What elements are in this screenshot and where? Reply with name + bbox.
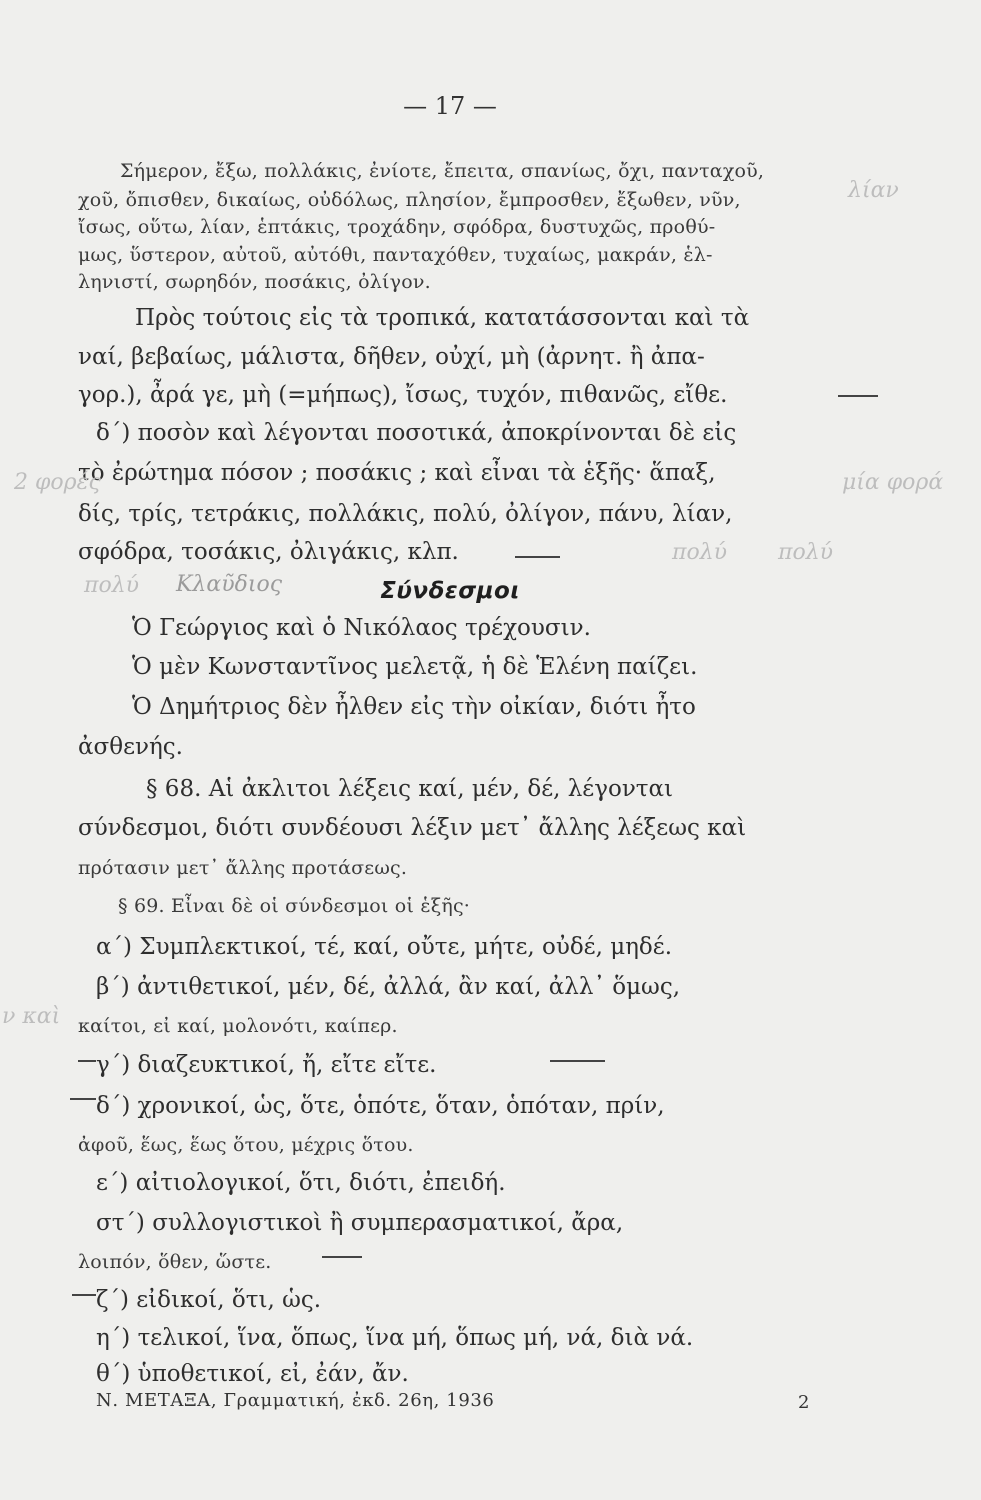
pen-mark bbox=[838, 395, 878, 397]
example-line: Ὁ Γεώργιος καὶ ὁ Νικόλαος τρέχουσιν. bbox=[132, 615, 591, 641]
list-item: καίτοι, εἰ καί, μολονότι, καίπερ. bbox=[78, 1015, 398, 1037]
pen-mark bbox=[78, 1060, 96, 1062]
handwritten-note: μία φορά bbox=[842, 470, 944, 495]
section-heading: Σύνδεσμοι bbox=[380, 578, 520, 604]
text-line: ἴσως, οὕτω, λίαν, ἑπτάκις, τροχάδην, σφόδρα, δυστυχῶς, προθύ- bbox=[78, 216, 716, 238]
handwritten-note: λίαν bbox=[848, 178, 899, 203]
text-line: Πρὸς τούτοις εἰς τὰ τροπικά, κατατάσσονται καὶ τὰ bbox=[135, 305, 750, 331]
page-number: — 17 — bbox=[403, 92, 497, 120]
list-item: α΄) Συμπλεκτικοί, τέ, καί, οὔτε, μήτε, οὐδέ, μηδέ. bbox=[96, 934, 672, 960]
handwritten-note: πολύ bbox=[84, 573, 140, 598]
pen-mark bbox=[515, 556, 560, 558]
paragraph-line: § 69. Εἶναι δὲ οἱ σύνδεσμοι οἱ ἑξῆς· bbox=[118, 895, 471, 917]
footer-signature: 2 bbox=[798, 1392, 810, 1413]
text-line: γορ.), ἆρά γε, μὴ (=μήπως), ἴσως, τυχόν, πιθανῶς, εἴθε. bbox=[78, 382, 728, 408]
list-item: ε΄) αἰτιολογικοί, ὅτι, διότι, ἐπειδή. bbox=[96, 1170, 506, 1196]
text-line: δίς, τρίς, τετράκις, πολλάκις, πολύ, ὀλίγον, πάνυ, λίαν, bbox=[78, 501, 733, 527]
list-item: γ΄) διαζευκτικοί, ἤ, εἴτε εἴτε. bbox=[96, 1052, 437, 1078]
paragraph-line: πρότασιν μετ᾽ ἄλλης προτάσεως. bbox=[78, 857, 408, 879]
pen-mark bbox=[70, 1098, 96, 1100]
pen-mark bbox=[72, 1294, 96, 1296]
list-item: η΄) τελικοί, ἵνα, ὅπως, ἵνα μή, ὅπως μή, νά, διὰ νά. bbox=[96, 1325, 694, 1351]
pen-mark bbox=[322, 1256, 362, 1258]
handwritten-note: 2 φορές bbox=[14, 470, 101, 495]
handwritten-note: ν καὶ bbox=[2, 1004, 61, 1029]
footer-citation: Ν. ΜΕΤΑΞΑ, Γραμματική, ἐκδ. 26η, 1936 bbox=[96, 1390, 495, 1411]
handwritten-name: Κλαῦδιος bbox=[176, 572, 283, 597]
text-line: τὸ ἐρώτημα πόσον ; ποσάκις ; καὶ εἶναι τὰ ἑξῆς· ἅπαξ, bbox=[78, 460, 716, 486]
paragraph-line: σύνδεσμοι, διότι συνδέουσι λέξιν μετ᾽ ἄλλης λέξεως καὶ bbox=[78, 815, 747, 841]
example-line: Ὁ Δημήτριος δὲν ἦλθεν εἰς τὴν οἰκίαν, διότι ἦτο bbox=[132, 694, 696, 720]
text-line: μως, ὕστερον, αὐτοῦ, αὐτόθι, πανταχόθεν, τυχαίως, μακράν, ἑλ- bbox=[78, 244, 713, 266]
text-line: ναί, βεβαίως, μάλιστα, δῆθεν, οὐχί, μὴ (ἀρνητ. ἢ ἀπα- bbox=[78, 344, 705, 370]
example-line: Ὁ μὲν Κωνσταντῖνος μελετᾷ, ἡ δὲ Ἑλένη παίζει. bbox=[132, 654, 698, 680]
paragraph-line: § 68. Αἱ ἀκλιτοι λέξεις καί, μέν, δέ, λέγονται bbox=[146, 776, 674, 802]
list-item: στ΄) συλλογιστικοὶ ἢ συμπερασματικοί, ἄρα, bbox=[96, 1210, 624, 1236]
pen-mark bbox=[550, 1060, 605, 1062]
list-item: δ΄) χρονικοί, ὡς, ὅτε, ὁπότε, ὅταν, ὁπόταν, πρίν, bbox=[96, 1093, 665, 1119]
example-line: ἀσθενής. bbox=[78, 734, 183, 760]
text-line: ληνιστί, σωρηδόν, ποσάκις, ὀλίγον. bbox=[78, 271, 431, 293]
list-item: β΄) ἀντιθετικοί, μέν, δέ, ἀλλά, ἂν καί, ἀλλ᾽ ὅμως, bbox=[96, 974, 681, 1000]
list-item: θ΄) ὑποθετικοί, εἰ, ἐάν, ἄν. bbox=[96, 1361, 409, 1387]
text-line: χοῦ, ὄπισθεν, δικαίως, οὐδόλως, πλησίον, ἔμπροσθεν, ἔξωθεν, νῦν, bbox=[78, 189, 741, 211]
handwritten-note: πολύ bbox=[778, 540, 834, 565]
list-item: λοιπόν, ὅθεν, ὥστε. bbox=[78, 1251, 272, 1273]
list-item: ἀφοῦ, ἕως, ἕως ὅτου, μέχρις ὅτου. bbox=[78, 1134, 414, 1156]
handwritten-note: πολύ bbox=[672, 540, 728, 565]
text-line: σφόδρα, τοσάκις, ὀλιγάκις, κλπ. bbox=[78, 539, 459, 565]
text-line: Σήμερον, ἔξω, πολλάκις, ἐνίοτε, ἔπειτα, σπανίως, ὄχι, πανταχοῦ, bbox=[120, 160, 765, 182]
text-line: δ΄) ποσὸν καὶ λέγονται ποσοτικά, ἀποκρίνονται δὲ εἰς bbox=[96, 420, 737, 446]
list-item: ζ΄) εἰδικοί, ὅτι, ὡς. bbox=[96, 1287, 322, 1313]
